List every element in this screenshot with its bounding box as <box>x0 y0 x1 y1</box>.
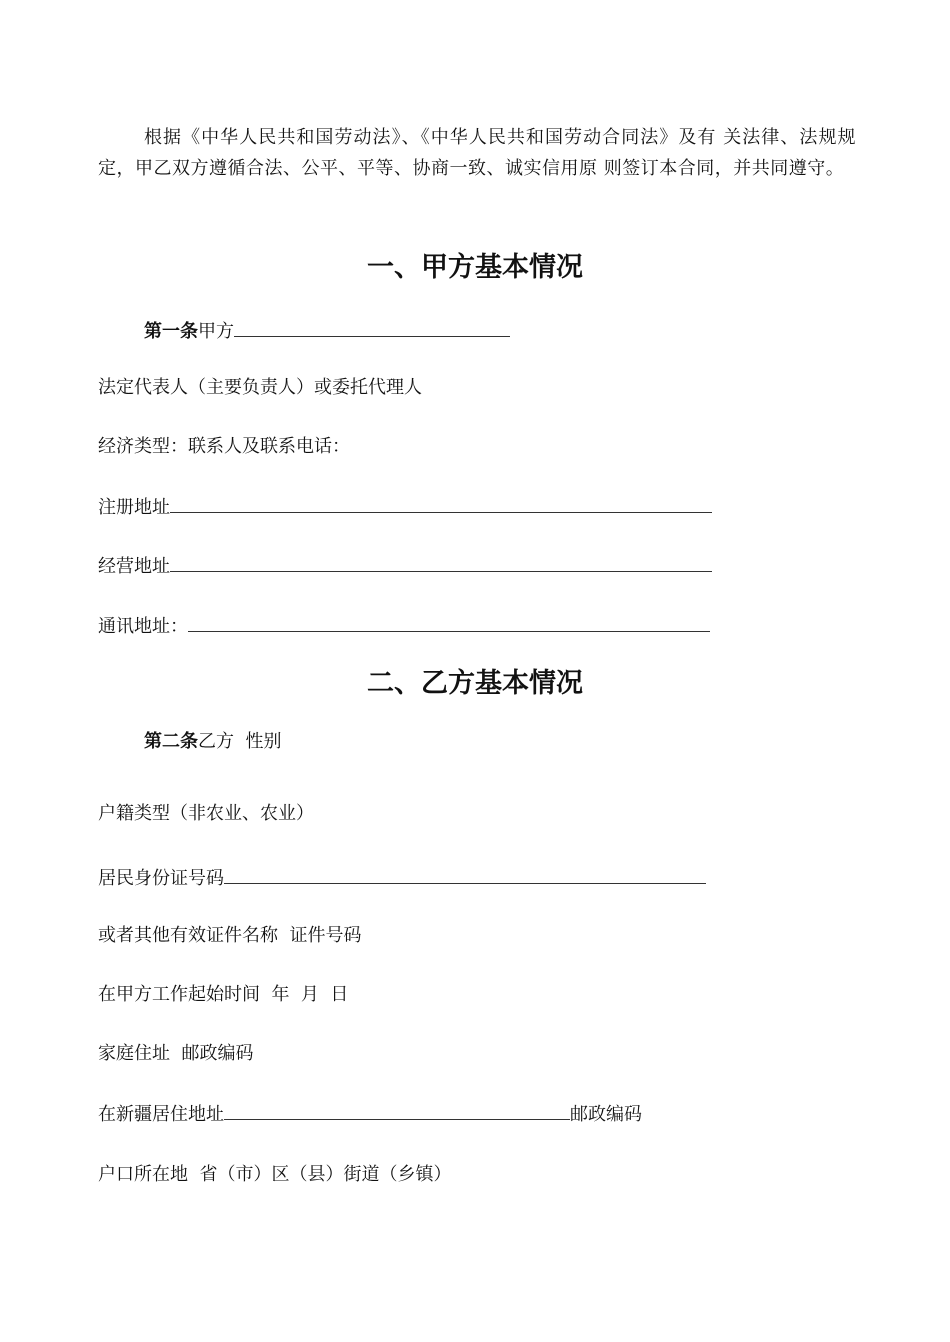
legal-representative-line: 法定代表人（主要负责人）或委托代理人 <box>98 377 422 398</box>
other-id-line: 或者其他有效证件名称 证件号码 <box>98 925 362 946</box>
xinjiang-address-line <box>98 1101 642 1127</box>
section1-heading: 一、甲方基本情况 <box>367 252 583 283</box>
business-address-blank[interactable] <box>170 553 712 572</box>
id-number-line <box>98 865 706 891</box>
article-2-party-b <box>144 730 281 754</box>
start-time-line: 在甲方工作起始时间 年 月 日 <box>98 984 349 1005</box>
article-1-text: 甲方 <box>198 321 234 342</box>
article-1-party-a <box>144 318 510 344</box>
registered-address-blank[interactable] <box>170 494 712 513</box>
registered-address-line <box>98 494 712 520</box>
mailing-address-line <box>98 613 710 639</box>
home-address-line: 家庭住址 邮政编码 <box>98 1043 254 1064</box>
party-a-name-blank[interactable] <box>234 318 510 337</box>
xinjiang-address-blank[interactable] <box>224 1101 570 1120</box>
business-address-line <box>98 553 712 579</box>
article-2-text: 乙方 性别 <box>198 731 282 752</box>
xinjiang-address-label: 在新疆居住地址 <box>98 1104 224 1125</box>
business-address-label: 经营地址 <box>98 556 170 577</box>
hukou-location-line: 户口所在地 省（市）区（县）街道（乡镇） <box>98 1164 452 1185</box>
id-number-label: 居民身份证号码 <box>98 868 224 889</box>
economic-type-line: 经济类型：联系人及联系电话： <box>98 436 350 457</box>
hukou-type-line: 户籍类型（非农业、农业） <box>98 803 314 824</box>
registered-address-label: 注册地址 <box>98 497 170 518</box>
intro-paragraph: 根据《中华人民共和国劳动法》、《中华人民共和国劳动合同法》及有 关法律、法规规定，甲乙双方遵循合法、公平、平等、协商一致、诚实信用原 则签订本合同，并共同遵守。 <box>98 127 856 179</box>
section2-heading: 二、乙方基本情况 <box>367 668 583 699</box>
article-2-label: 第二条 <box>144 731 198 752</box>
id-number-blank[interactable] <box>224 865 706 884</box>
xinjiang-postcode-label: 邮政编码 <box>570 1104 642 1125</box>
mailing-address-label: 通讯地址： <box>98 616 188 637</box>
article-1-label: 第一条 <box>144 321 198 342</box>
mailing-address-blank[interactable] <box>188 613 710 632</box>
